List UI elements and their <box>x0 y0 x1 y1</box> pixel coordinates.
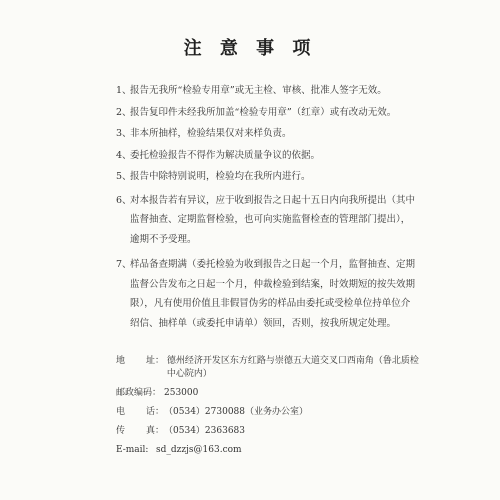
phone-value: （0534）2730088（业务办公室） <box>164 407 309 417</box>
notice-number: 3、 <box>116 128 132 139</box>
notice-number: 7、 <box>116 259 132 270</box>
notice-number: 2、 <box>116 106 132 118</box>
notice-number: 6、 <box>116 194 132 206</box>
notice-item <box>116 255 416 333</box>
fax-row <box>116 425 416 438</box>
notice-text: 报告复印件未经我所加盖“检验专用章”（红章）或有改动无效。 <box>130 106 397 118</box>
address-label-suffix: 址： <box>146 356 165 366</box>
notice-text: 委托检验报告不得作为解决质量争议的依据。 <box>130 149 321 161</box>
zip-value: 253000 <box>164 388 199 398</box>
zip-label: 邮政编码： <box>116 388 162 398</box>
fax-value: （0534）2363683 <box>164 426 246 436</box>
email-label: E-mail: <box>116 445 149 455</box>
address-label: 地 <box>116 356 126 366</box>
notice-text: 对本报告若有异议，应于收到报告之日起十五日内向我所提出（其中监督抽查、定期监督检验，也可向实施监督检查的管理部门提出），逾期不予受理。 <box>130 194 416 245</box>
notice-item <box>116 105 416 121</box>
fax-label-suffix: 真： <box>146 426 165 436</box>
page-title: 注 意 事 项 <box>183 38 317 59</box>
notice-text: 报告中除特别说明，检验均在我所内进行。 <box>130 171 311 182</box>
notice-text: 报告无我所“检验专用章”或无主检、审核、批准人签字无效。 <box>130 85 387 96</box>
zip-row <box>116 387 416 400</box>
notice-item <box>116 191 416 250</box>
phone-row <box>116 406 416 419</box>
address-value: 德州经济开发区东方红路与崇德五大道交叉口西南角（鲁北质检中心院内） <box>166 356 419 379</box>
address-row <box>116 355 419 381</box>
phone-label-suffix: 话： <box>146 407 165 417</box>
notice-list <box>116 83 416 339</box>
notice-item <box>116 126 416 142</box>
notice-text: 样品备查期满（委托检验为收到报告之日起一个月，监督抽查、定期监督公告发布之日起一个月，仲裁检验到结案，时效期短的按失效期限），凡有使用价值且非假冒伪劣的样品由委托或受检单位持单位介绍信、抽样单（或委托申请单）领回，否则，按我所规定处理。 <box>130 259 416 329</box>
fax-label: 传 <box>116 426 126 436</box>
email-value: sd_dzzjs@163.com <box>156 445 242 455</box>
notice-number: 5、 <box>116 171 132 182</box>
phone-label: 电 <box>116 407 126 417</box>
email-row <box>116 444 416 457</box>
notice-item <box>116 83 416 99</box>
contact-info <box>116 355 419 463</box>
notice-item <box>116 148 416 164</box>
notice-number: 4、 <box>116 149 132 161</box>
notice-text: 非本所抽样，检验结果仅对来样负责。 <box>130 128 292 139</box>
notice-number: 1、 <box>116 85 132 96</box>
notice-item <box>116 169 416 185</box>
